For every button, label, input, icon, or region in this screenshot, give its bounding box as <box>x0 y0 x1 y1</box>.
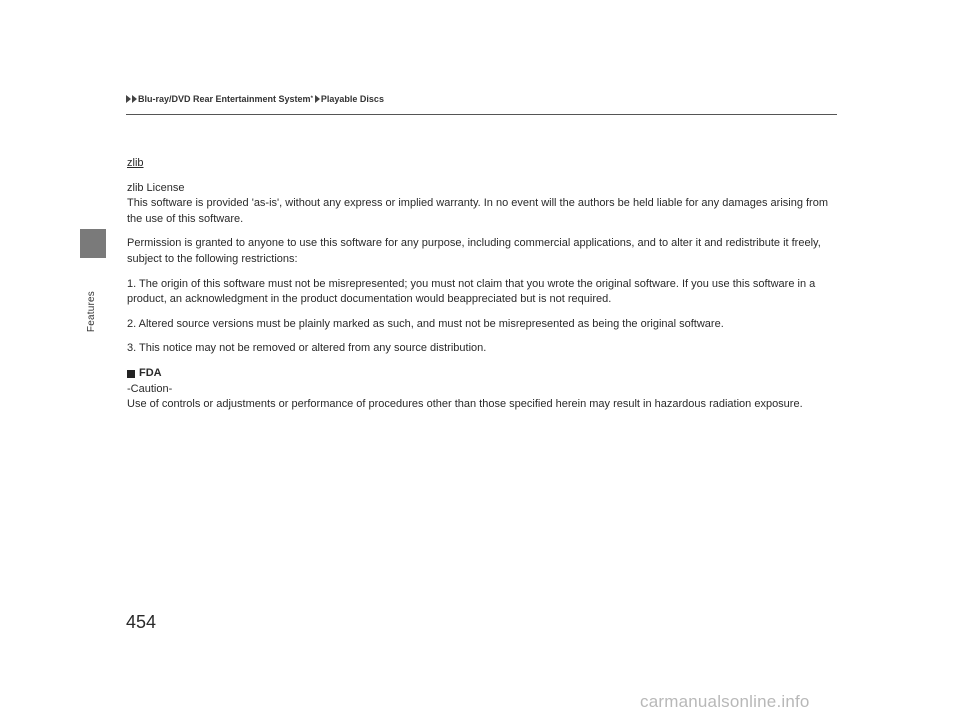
breadcrumb-arrow-icon <box>126 95 131 103</box>
square-bullet-icon <box>127 370 135 378</box>
license-item-1: 1. The origin of this software must not be misrepresented; you must not claim that you wrote the original software. If you use this software in a product, an acknowledgment in the product documentation would beappreciated but is not required. <box>127 277 816 306</box>
license-content <box>127 156 842 413</box>
section-label: Features <box>86 291 97 333</box>
watermark: carmanualsonline.info <box>640 692 810 711</box>
license-paragraph-2: Permission is granted to anyone to use this software for any purpose, including commercial applications, and to alter it and redistribute it freely, subject to the following restrictions: <box>127 237 821 265</box>
breadcrumb-item-system[interactable]: Blu-ray/DVD Rear Entertainment System <box>138 94 311 104</box>
license-item-2: 2. Altered source versions must be plainly marked as such, and must not be misrepresented as being the original software. <box>127 317 724 330</box>
zlib-title: zlib <box>127 157 144 169</box>
caution-text: Use of controls or adjustments or performance of procedures other than those specified herein may result in hazardous radiation exposure. <box>127 398 803 411</box>
fda-heading-label: FDA <box>139 366 162 379</box>
breadcrumb <box>126 94 384 104</box>
section-tab-marker <box>80 229 106 258</box>
license-paragraph-1: This software is provided 'as-is', without any express or implied warranty. In no event will the authors be held liable for any damages arising from the use of this software. <box>127 197 828 225</box>
breadcrumb-asterisk: * <box>310 96 313 102</box>
license-title: zlib License <box>127 181 185 194</box>
header-divider <box>126 114 837 115</box>
breadcrumb-arrow-icon <box>132 95 137 103</box>
breadcrumb-item-playable-discs[interactable]: Playable Discs <box>320 94 384 104</box>
breadcrumb-arrow-icon <box>315 95 320 103</box>
page-number: 454 <box>126 612 157 632</box>
caution-label: -Caution- <box>127 382 173 395</box>
fda-heading <box>127 366 842 382</box>
license-item-3: 3. This notice may not be removed or altered from any source distribution. <box>127 342 487 355</box>
